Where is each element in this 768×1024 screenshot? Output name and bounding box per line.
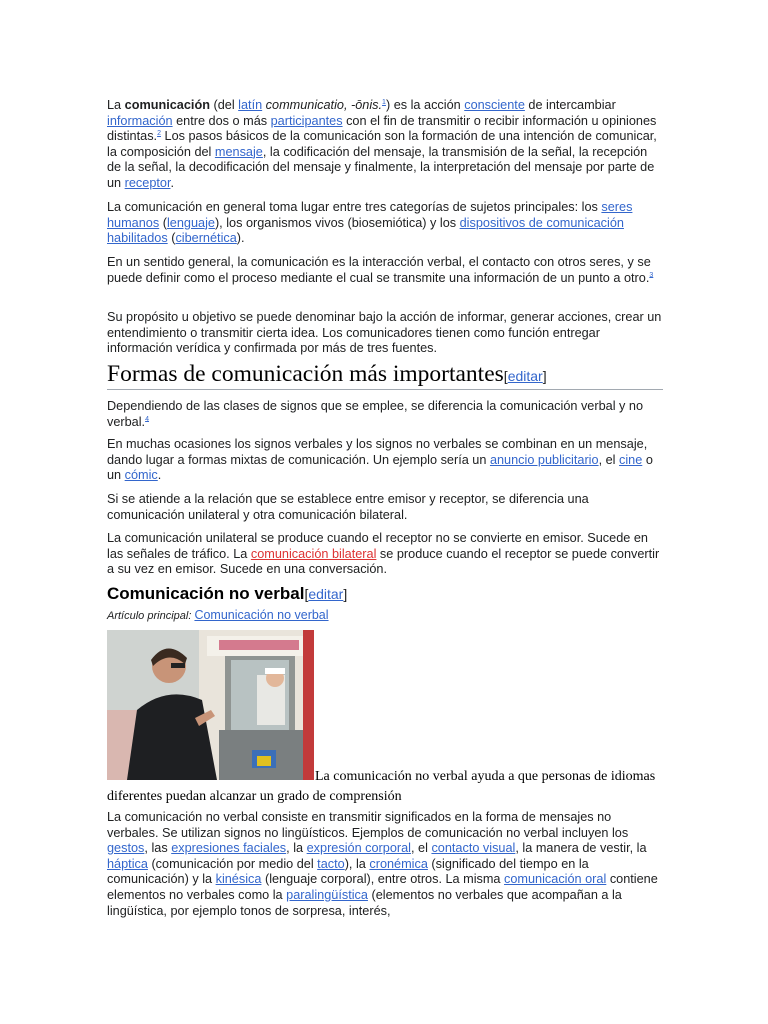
text-run: (del	[209, 98, 239, 112]
link-haptica[interactable]: háptica	[107, 856, 148, 871]
text-run: La	[107, 98, 125, 112]
text-run: ) es la acción	[385, 98, 465, 112]
nonverbal-communication-photo	[107, 630, 314, 780]
link-anuncio-publicitario[interactable]: anuncio publicitario	[489, 452, 599, 467]
subsection-heading-no-verbal	[107, 582, 663, 606]
text-run: (comunicación por medio del	[147, 856, 318, 871]
link-expresion-corporal[interactable]: expresión corporal	[306, 841, 411, 856]
text-run: La comunicación en general toma lugar entre tres categorías de sujetos principales: los	[107, 200, 602, 214]
text-run: .	[170, 175, 175, 190]
text-run: (	[159, 215, 167, 230]
link-informacion[interactable]: información	[107, 113, 173, 128]
link-gestos[interactable]: gestos	[107, 841, 145, 856]
link-cine[interactable]: cine	[619, 452, 643, 467]
text-run: se produce cuando el receptor se puede convertir a su vez en emisor. Sucede en una conversación.	[107, 546, 660, 577]
text-run: contiene elementos no verbales como la	[107, 872, 658, 902]
text-run: Los pasos básicos de la comunicación son la formación de una intención de comunicar, la composición del	[107, 129, 657, 159]
intro-paragraph-3	[107, 255, 663, 286]
text-run: (lenguaje corporal), entre otros. La misma	[261, 872, 505, 887]
text-run: La comunicación unilateral se produce cuando el receptor no se convierte en emisor. Sucede en las señales de tráfico. La	[107, 531, 648, 561]
text-run: , las	[144, 841, 172, 856]
etymology-italic: communicatio, -ōnis.	[262, 98, 383, 112]
formas-paragraph-2	[107, 437, 663, 484]
edit-subsection-link-wrapper	[304, 586, 347, 602]
reference-2-link[interactable]: 2	[157, 129, 161, 137]
text-run: o un	[107, 452, 653, 483]
link-tacto[interactable]: tacto	[317, 856, 345, 871]
photo-illustration	[107, 630, 314, 780]
main-article-hatnote	[107, 608, 329, 625]
text-run: (significado del tiempo en la comunicación) y la	[107, 856, 589, 887]
formas-paragraph-1	[107, 399, 663, 430]
text-run: (	[167, 231, 176, 246]
link-paralinguistica[interactable]: paralingüística	[286, 887, 368, 902]
text-run: ), la	[344, 856, 370, 871]
link-mensaje[interactable]: mensaje	[214, 144, 263, 159]
hatnote-main-article-link[interactable]: Comunicación no verbal	[194, 608, 329, 622]
link-receptor[interactable]: receptor	[124, 175, 171, 190]
section-heading-formas	[107, 359, 663, 390]
text-run: (elementos no verbales que acompañan a la lingüística, por ejemplo tonos de sorpresa, interés,	[107, 887, 622, 918]
text-run: , el	[598, 452, 620, 467]
text-run: En muchas ocasiones los signos verbales y los signos no verbales se combinan en un mensaje, dando lugar a formas mixtas de comunicación. Un ejemplo sería un	[107, 437, 648, 467]
link-latin[interactable]: latín	[238, 98, 263, 112]
text-run: , la	[286, 841, 307, 856]
term-bold: comunicación	[124, 98, 210, 112]
text-run: La comunicación no verbal consiste en transmitir significados en la forma de mensajes no verbales. Se utilizan signos no lingüísticos. Ejemplos de comunicación no verbal incluyen los	[107, 810, 629, 840]
hatnote-label: Artículo principal:	[107, 610, 192, 622]
link-comic[interactable]: cómic	[124, 468, 158, 483]
subsection-title: Comunicación no verbal	[107, 584, 305, 603]
text-run: , la manera de vestir, la	[515, 841, 647, 856]
text-run: En un sentido general, la comunicación es la interacción verbal, el contacto con otros seres, y se puede definir como el proceso mediante el cual se transmite una información de un punto a otro.	[107, 255, 651, 285]
link-kinesica[interactable]: kinésica	[215, 872, 262, 887]
noverbal-paragraph-1	[107, 810, 663, 919]
formas-paragraph-4	[107, 531, 663, 578]
bracket-open: [	[503, 368, 508, 384]
text-run: .	[157, 468, 162, 483]
link-lenguaje[interactable]: lenguaje	[166, 215, 215, 230]
photo-caption: La comunicación no verbal ayuda a que personas de idiomas diferentes puedan alcanzar un grado de comprensión	[107, 769, 656, 804]
link-expresiones-faciales[interactable]: expresiones faciales	[171, 841, 287, 856]
link-comunicacion-oral[interactable]: comunicación oral	[504, 872, 607, 887]
bracket-close: ]	[343, 586, 348, 602]
text-run: con el fin de transmitir o recibir información u opiniones distintas.	[107, 113, 657, 144]
edit-subsection-link[interactable]: editar	[308, 586, 344, 602]
reference-4-link[interactable]: 4	[145, 415, 149, 423]
link-participantes[interactable]: participantes	[270, 113, 343, 128]
edit-section-link-wrapper	[504, 368, 547, 384]
reference-3-link[interactable]: 3	[649, 271, 654, 279]
section-title: Formas de comunicación más importantes	[107, 361, 504, 387]
link-dispositivos[interactable]: dispositivos de comunicación habilitados	[107, 215, 624, 246]
text-run: Dependiendo de las clases de signos que se emplee, se diferencia la comunicación verbal y no verbal.	[107, 399, 644, 429]
reference-1-link[interactable]: 1	[382, 98, 386, 106]
link-seres-humanos[interactable]: seres humanos	[107, 200, 633, 230]
formas-paragraph-3: Si se atiende a la relación que se establece entre emisor y receptor, se diferencia una comunicación unilateral y otra comunicación bilateral.	[107, 492, 589, 522]
text-run: ), los organismos vivos (biosemiótica) y los	[214, 215, 460, 230]
intro-paragraph-2	[107, 200, 663, 247]
intro-paragraph-4: Su propósito u objetivo se puede denominar bajo la acción de informar, generar acciones, crear un entendimiento o transmitir cierta idea. Los comunicadores tienen como función entregar información verídica y confirmada por más de tres fuentes.	[107, 310, 662, 356]
link-cronemica[interactable]: cronémica	[369, 856, 428, 871]
text-run: ).	[236, 231, 245, 246]
link-consciente[interactable]: consciente	[464, 98, 525, 112]
text-run: , la codificación del mensaje, la transmisión de la señal, la recepción de la señal, la decodificación del mensaje y finalmente, la interpretación del mensaje por parte de un	[107, 144, 655, 190]
intro-paragraph-1	[107, 98, 663, 192]
text-run: entre dos o más	[172, 113, 271, 128]
text-run: , el	[410, 841, 432, 856]
bracket-open: [	[304, 586, 309, 602]
text-run: de intercambiar	[524, 98, 616, 112]
link-comunicacion-bilateral[interactable]: comunicación bilateral	[250, 546, 377, 561]
link-cibernetica[interactable]: cibernética	[175, 231, 237, 246]
link-contacto-visual[interactable]: contacto visual	[431, 841, 516, 856]
edit-section-link[interactable]: editar	[507, 368, 543, 384]
bracket-close: ]	[542, 368, 547, 384]
